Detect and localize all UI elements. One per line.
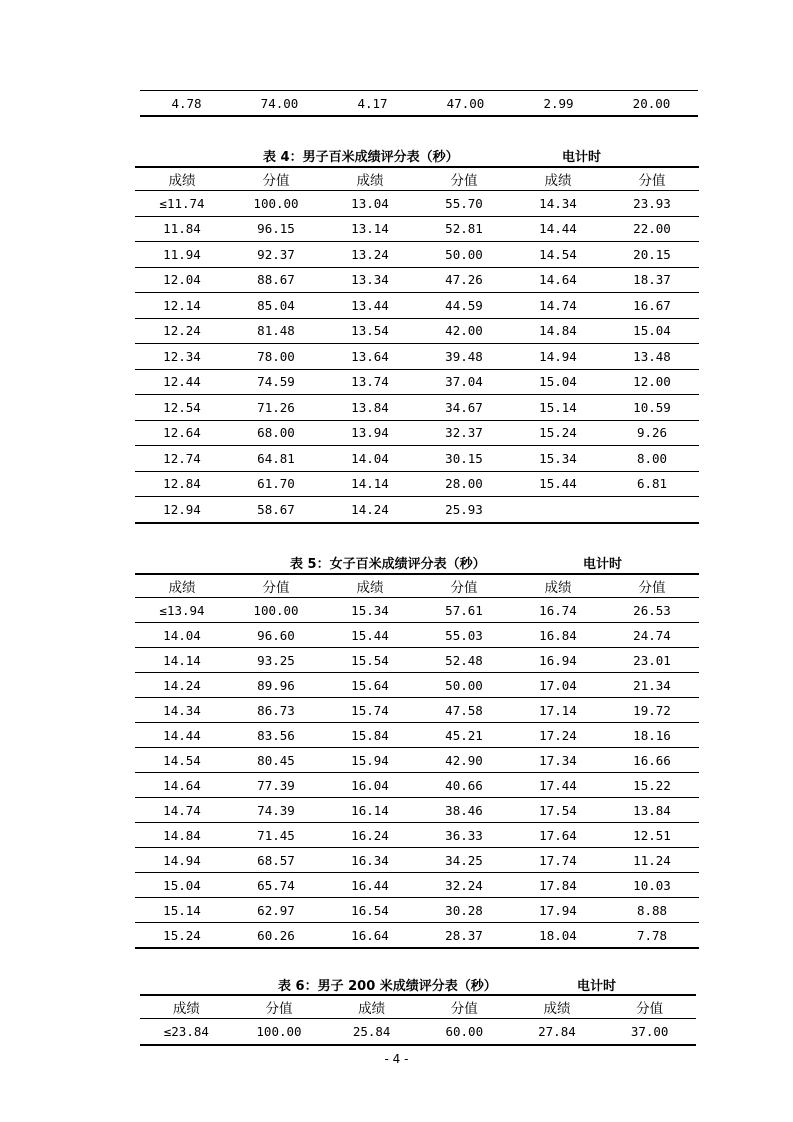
column-header: 分值 [418, 995, 511, 1019]
table-header-row [135, 167, 699, 191]
table-cell: 15.44 [323, 623, 417, 648]
table-cell: 14.74 [135, 798, 229, 823]
table-row [135, 823, 699, 848]
table-cell: 16.04 [323, 773, 417, 798]
table-cell: 17.64 [511, 823, 605, 848]
table-cell: 17.44 [511, 773, 605, 798]
table-cell: 4.78 [140, 91, 233, 117]
table-cell: 12.44 [135, 369, 229, 395]
table-cell: 20.00 [605, 91, 698, 117]
table-header-row [135, 574, 699, 598]
table-row [135, 748, 699, 773]
table-cell: 28.37 [417, 923, 511, 949]
table-cell: 100.00 [229, 191, 323, 217]
table-cell: 8.88 [605, 898, 699, 923]
table5-timing: 电计时 [583, 557, 623, 572]
table-cell: 16.44 [323, 873, 417, 898]
table-row [135, 242, 699, 268]
table-cell: 12.00 [605, 369, 699, 395]
table-cell: 74.39 [229, 798, 323, 823]
table-cell: 14.64 [511, 267, 605, 293]
table-cell: 39.48 [417, 344, 511, 370]
table-cell: 64.81 [229, 446, 323, 472]
table-cell: 14.44 [135, 723, 229, 748]
table-cell: 8.00 [605, 446, 699, 472]
table-cell: 13.84 [323, 395, 417, 421]
table-cell: 15.14 [135, 898, 229, 923]
table-cell: 7.78 [605, 923, 699, 949]
column-header: 分值 [417, 574, 511, 598]
table-cell: 45.21 [417, 723, 511, 748]
table-cell: 12.34 [135, 344, 229, 370]
column-header: 分值 [229, 574, 323, 598]
table-cell: 52.81 [417, 216, 511, 242]
table-cell: 68.00 [229, 420, 323, 446]
table-cell: 14.34 [135, 698, 229, 723]
carry-over-table [140, 90, 698, 117]
table-cell: 14.94 [511, 344, 605, 370]
table-cell: 37.00 [603, 1019, 696, 1046]
table-cell: 14.84 [511, 318, 605, 344]
column-header: 成绩 [511, 167, 605, 191]
table-cell: 17.24 [511, 723, 605, 748]
table-cell: 13.84 [605, 798, 699, 823]
table-cell [605, 497, 699, 523]
table-cell: 11.84 [135, 216, 229, 242]
table-cell: 18.16 [605, 723, 699, 748]
table-row [135, 420, 699, 446]
table-cell: 25.93 [417, 497, 511, 523]
table-row [135, 446, 699, 472]
table-cell: 13.48 [605, 344, 699, 370]
table-cell: ≤13.94 [135, 598, 229, 623]
table-cell: 10.59 [605, 395, 699, 421]
table-row [140, 91, 698, 117]
table-cell: 88.67 [229, 267, 323, 293]
table-cell: 12.84 [135, 471, 229, 497]
table-row [135, 598, 699, 623]
table-cell: 17.14 [511, 698, 605, 723]
table-row [135, 623, 699, 648]
table-cell: 16.34 [323, 848, 417, 873]
table-cell: 50.00 [417, 673, 511, 698]
table-cell: 15.04 [135, 873, 229, 898]
table-row [135, 723, 699, 748]
table-row [135, 898, 699, 923]
column-header: 成绩 [135, 574, 229, 598]
table-cell: 13.64 [323, 344, 417, 370]
table-cell: 14.04 [323, 446, 417, 472]
column-header: 分值 [229, 167, 323, 191]
table5 [135, 573, 699, 949]
table-cell: 18.37 [605, 267, 699, 293]
table-cell: 14.04 [135, 623, 229, 648]
table-cell: 14.74 [511, 293, 605, 319]
table-cell: 34.67 [417, 395, 511, 421]
table-cell: 13.34 [323, 267, 417, 293]
table-cell: 18.04 [511, 923, 605, 949]
table-cell: 85.04 [229, 293, 323, 319]
table-cell: 44.59 [417, 293, 511, 319]
table-cell: 71.45 [229, 823, 323, 848]
table-cell: 16.67 [605, 293, 699, 319]
table-cell: 81.48 [229, 318, 323, 344]
table-cell: 15.84 [323, 723, 417, 748]
table-cell: 12.54 [135, 395, 229, 421]
table-row [135, 471, 699, 497]
table4 [135, 166, 699, 524]
table-cell: 14.34 [511, 191, 605, 217]
column-header: 成绩 [325, 995, 418, 1019]
column-header: 成绩 [323, 574, 417, 598]
table-cell: 47.26 [417, 267, 511, 293]
table-cell: 60.00 [418, 1019, 511, 1046]
table-cell: ≤23.84 [140, 1019, 233, 1046]
table6-title: 表 6：男子 200 米成绩评分表（秒） [278, 979, 497, 994]
table-cell: 15.22 [605, 773, 699, 798]
table-cell: 15.74 [323, 698, 417, 723]
table-cell: 22.00 [605, 216, 699, 242]
table-cell: 16.24 [323, 823, 417, 848]
table-row [135, 293, 699, 319]
table-cell: 9.26 [605, 420, 699, 446]
table5-title-row [140, 549, 698, 573]
column-header: 成绩 [140, 995, 233, 1019]
column-header: 成绩 [135, 167, 229, 191]
table-row [135, 798, 699, 823]
table-cell: 32.24 [417, 873, 511, 898]
table-cell: 15.54 [323, 648, 417, 673]
column-header: 成绩 [511, 574, 605, 598]
table-cell: 14.54 [135, 748, 229, 773]
table-cell: 14.24 [323, 497, 417, 523]
table-cell: 36.33 [417, 823, 511, 848]
table-cell: 80.45 [229, 748, 323, 773]
table-cell: 17.54 [511, 798, 605, 823]
table-cell: 14.44 [511, 216, 605, 242]
table-cell: 12.64 [135, 420, 229, 446]
table4-title-row [140, 142, 698, 166]
table-cell: 13.14 [323, 216, 417, 242]
table-cell: 96.60 [229, 623, 323, 648]
table-cell: 15.94 [323, 748, 417, 773]
table-cell: 57.61 [417, 598, 511, 623]
table-row [135, 267, 699, 293]
table4-timing: 电计时 [562, 150, 602, 165]
table-cell: 71.26 [229, 395, 323, 421]
table-cell: 12.24 [135, 318, 229, 344]
table-row [140, 1019, 696, 1046]
table-cell: 21.34 [605, 673, 699, 698]
column-header: 分值 [603, 995, 696, 1019]
table-row [135, 673, 699, 698]
table-cell: 16.74 [511, 598, 605, 623]
table-cell: 74.59 [229, 369, 323, 395]
table-cell: 16.54 [323, 898, 417, 923]
table-cell: 14.64 [135, 773, 229, 798]
table-cell: 15.44 [511, 471, 605, 497]
table-cell: 100.00 [233, 1019, 326, 1046]
table-cell: 17.34 [511, 748, 605, 773]
column-header: 成绩 [323, 167, 417, 191]
table-cell: 15.14 [511, 395, 605, 421]
table-cell: 12.74 [135, 446, 229, 472]
table6-timing: 电计时 [577, 979, 617, 994]
table-cell: 14.94 [135, 848, 229, 873]
table-row [135, 191, 699, 217]
table-cell: 68.57 [229, 848, 323, 873]
table-cell: 12.94 [135, 497, 229, 523]
table-cell: 96.15 [229, 216, 323, 242]
table-row [135, 698, 699, 723]
table-cell: 23.01 [605, 648, 699, 673]
table-cell: 13.44 [323, 293, 417, 319]
table-cell: 30.28 [417, 898, 511, 923]
table-cell: 16.14 [323, 798, 417, 823]
table-cell: 11.94 [135, 242, 229, 268]
table-cell: 92.37 [229, 242, 323, 268]
table-cell: 37.04 [417, 369, 511, 395]
table-cell: 2.99 [512, 91, 605, 117]
table-cell: 12.51 [605, 823, 699, 848]
table-cell: 60.26 [229, 923, 323, 949]
table-cell: 6.81 [605, 471, 699, 497]
table-cell: 55.70 [417, 191, 511, 217]
table-cell: 26.53 [605, 598, 699, 623]
table-cell: 10.03 [605, 873, 699, 898]
table-cell: 40.66 [417, 773, 511, 798]
table4-title: 表 4：男子百米成绩评分表（秒） [263, 150, 459, 165]
table-cell: 17.84 [511, 873, 605, 898]
table-cell: 15.24 [135, 923, 229, 949]
table-cell: 13.24 [323, 242, 417, 268]
table-cell: 47.00 [419, 91, 512, 117]
table-cell: 15.04 [511, 369, 605, 395]
table-cell: 4.17 [326, 91, 419, 117]
table-row [135, 369, 699, 395]
table-cell [511, 497, 605, 523]
table-cell: 58.67 [229, 497, 323, 523]
table-row [135, 923, 699, 949]
table-cell: 11.24 [605, 848, 699, 873]
column-header: 成绩 [511, 995, 604, 1019]
table-cell: 30.15 [417, 446, 511, 472]
table-cell: 14.14 [135, 648, 229, 673]
table-cell: 13.54 [323, 318, 417, 344]
column-header: 分值 [417, 167, 511, 191]
column-header: 分值 [233, 995, 326, 1019]
table-cell: 55.03 [417, 623, 511, 648]
table-cell: 28.00 [417, 471, 511, 497]
table6 [140, 994, 696, 1046]
table-cell: 77.39 [229, 773, 323, 798]
table-row [135, 318, 699, 344]
table-cell: 15.64 [323, 673, 417, 698]
table-cell: 14.14 [323, 471, 417, 497]
table-cell: 14.24 [135, 673, 229, 698]
table-cell: 78.00 [229, 344, 323, 370]
table-cell: 42.90 [417, 748, 511, 773]
table-cell: 93.25 [229, 648, 323, 673]
table-header-row [140, 995, 696, 1019]
table6-title-row [140, 971, 698, 995]
table-cell: 89.96 [229, 673, 323, 698]
table-cell: 34.25 [417, 848, 511, 873]
page-number: - 4 - [384, 1052, 409, 1066]
table-cell: 13.04 [323, 191, 417, 217]
table-cell: 47.58 [417, 698, 511, 723]
table-cell: 61.70 [229, 471, 323, 497]
table-cell: 86.73 [229, 698, 323, 723]
table-cell: 19.72 [605, 698, 699, 723]
table-cell: 13.94 [323, 420, 417, 446]
table-cell: 16.84 [511, 623, 605, 648]
table-cell: 14.84 [135, 823, 229, 848]
table-cell: 13.74 [323, 369, 417, 395]
column-header: 分值 [605, 167, 699, 191]
table-cell: 65.74 [229, 873, 323, 898]
table-cell: 20.15 [605, 242, 699, 268]
table-cell: 17.74 [511, 848, 605, 873]
table-row [135, 873, 699, 898]
table-cell: 100.00 [229, 598, 323, 623]
table-cell: 32.37 [417, 420, 511, 446]
table-row [135, 344, 699, 370]
table-row [135, 648, 699, 673]
table-cell: 23.93 [605, 191, 699, 217]
table-cell: 38.46 [417, 798, 511, 823]
table-cell: 14.54 [511, 242, 605, 268]
table-cell: 42.00 [417, 318, 511, 344]
table-cell: 17.94 [511, 898, 605, 923]
table-cell: ≤11.74 [135, 191, 229, 217]
table-row [135, 497, 699, 523]
table-cell: 24.74 [605, 623, 699, 648]
table-cell: 16.64 [323, 923, 417, 949]
table-cell: 15.24 [511, 420, 605, 446]
table-cell: 83.56 [229, 723, 323, 748]
table-cell: 15.34 [511, 446, 605, 472]
table-row [135, 216, 699, 242]
table-cell: 15.04 [605, 318, 699, 344]
column-header: 分值 [605, 574, 699, 598]
table5-title: 表 5：女子百米成绩评分表（秒） [290, 557, 486, 572]
table-cell: 25.84 [325, 1019, 418, 1046]
table-cell: 17.04 [511, 673, 605, 698]
table-cell: 52.48 [417, 648, 511, 673]
table-row [135, 848, 699, 873]
table-cell: 50.00 [417, 242, 511, 268]
table-cell: 12.04 [135, 267, 229, 293]
table-row [135, 773, 699, 798]
table-cell: 12.14 [135, 293, 229, 319]
table-cell: 16.94 [511, 648, 605, 673]
table-cell: 16.66 [605, 748, 699, 773]
table-cell: 74.00 [233, 91, 326, 117]
table-row [135, 395, 699, 421]
table-cell: 62.97 [229, 898, 323, 923]
table-cell: 27.84 [511, 1019, 604, 1046]
table-cell: 15.34 [323, 598, 417, 623]
